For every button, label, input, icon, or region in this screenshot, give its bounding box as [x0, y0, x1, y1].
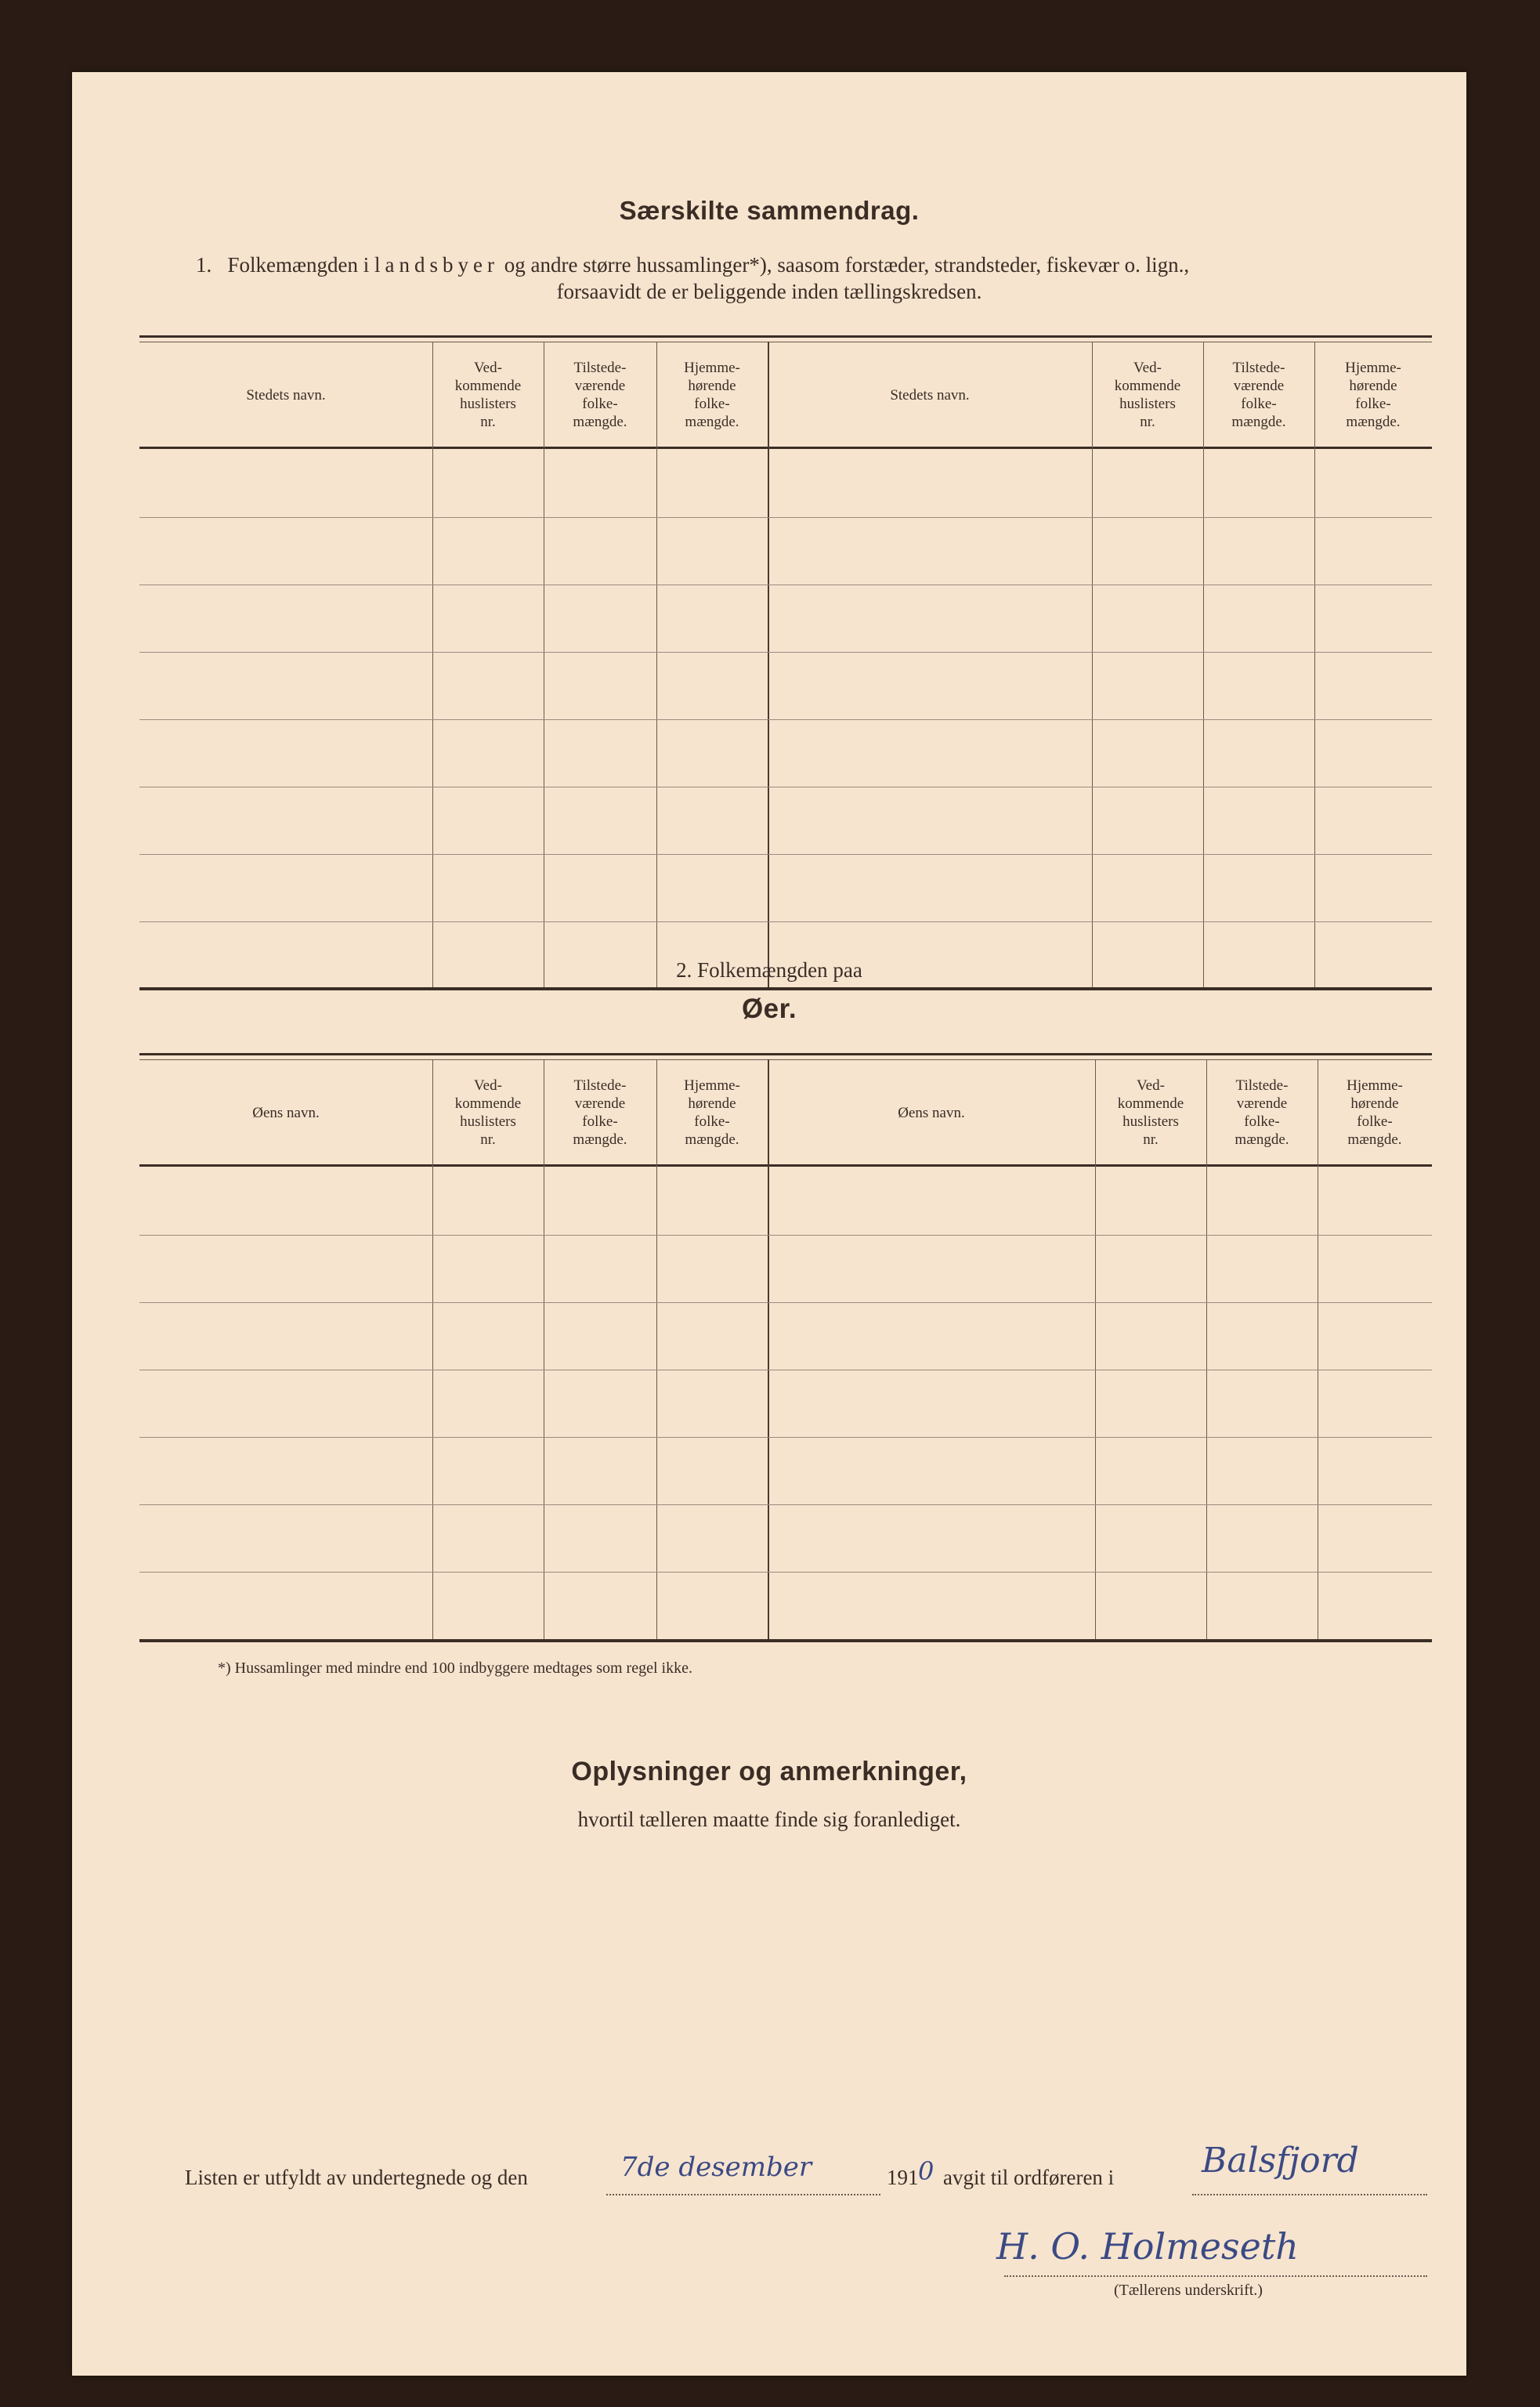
table1-header-rule — [139, 447, 1432, 449]
table2-header-name-right: Øens navn. — [898, 1104, 965, 1121]
table2-header-name-left: Øens navn. — [252, 1104, 320, 1121]
table1-header-huslister-right: Ved- kommende huslisters nr. — [1114, 360, 1181, 430]
table1-top-rule — [139, 335, 1432, 338]
table2-header-tilstede-right: Tilstede- værende folke- mængde. — [1235, 1077, 1289, 1148]
section1-number: 1. — [196, 253, 212, 277]
table1-bottom-rule — [139, 987, 1432, 990]
enumerator-signature: H. O. Holmeseth — [996, 2225, 1299, 2268]
year-handwritten: 0 — [918, 2156, 934, 2186]
table1-header-name-right: Stedets navn. — [890, 386, 970, 404]
signature-text-a: Listen er utfyldt av undertegnede og den — [185, 2166, 528, 2189]
table1-row-line — [139, 652, 1432, 653]
place-dotted-line — [1192, 2194, 1427, 2195]
table1-header-name-left: Stedets navn. — [246, 386, 326, 404]
table2-row-line — [139, 1572, 1432, 1573]
section1-line2: forsaavidt de er beliggende inden tællingskredsen. — [556, 280, 982, 303]
page-title: Særskilte sammendrag. — [619, 196, 920, 225]
remarks-subtitle: hvortil tælleren maatte finde sig foranlediget. — [577, 1808, 961, 1831]
signature-caption: (Tællerens underskrift.) — [1114, 2282, 1263, 2299]
table2-header-rule — [139, 1164, 1432, 1167]
table2-row-line — [139, 1235, 1432, 1236]
table1-row-line — [139, 517, 1432, 518]
date-dotted-line — [606, 2194, 880, 2195]
section1-text-a: Folkemængden i — [227, 253, 370, 277]
signature-dotted-line — [1004, 2275, 1427, 2277]
table1-header-tilstede-left: Tilstede- værende folke- mængde. — [573, 360, 627, 430]
census-form-page — [72, 72, 1466, 2376]
table1-header-huslister-left: Ved- kommende huslisters nr. — [454, 360, 522, 430]
table2-bottom-rule — [139, 1639, 1432, 1642]
section2-subtitle: 2. Folkemængden paa — [676, 958, 862, 982]
date-handwritten: 7de desember — [620, 2152, 812, 2183]
table1-header-hjemme-right: Hjemme- hørende folke- mængde. — [1345, 360, 1401, 430]
table-landsbyer — [139, 335, 1432, 994]
signature-text-b: avgit til ordføreren i — [943, 2166, 1115, 2189]
table1-header-hjemme-left: Hjemme- hørende folke- mængde. — [684, 360, 740, 430]
remarks-title: Oplysninger og anmerkninger, — [571, 1757, 967, 1786]
table2-top-rule — [139, 1053, 1432, 1055]
table2-row-line — [139, 1437, 1432, 1438]
table2-header-huslister-right: Ved- kommende huslisters nr. — [1117, 1077, 1184, 1148]
table1-row-line — [139, 719, 1432, 720]
section2-title: Øer. — [741, 994, 797, 1024]
table2-row-line — [139, 1504, 1432, 1505]
table2-row-line — [139, 1302, 1432, 1303]
table-oer — [139, 1053, 1432, 1645]
table1-row-line — [139, 854, 1432, 855]
year-printed: 191 — [887, 2166, 919, 2189]
table2-header-huslister-left: Ved- kommende huslisters nr. — [454, 1077, 522, 1148]
place-handwritten: Balsfjord — [1202, 2141, 1359, 2181]
table1-header-tilstede-right: Tilstede- værende folke- mængde. — [1231, 360, 1286, 430]
table1-row-line — [139, 921, 1432, 922]
footnote: *) Hussamlinger med mindre end 100 indbyggere medtages som regel ikke. — [218, 1660, 692, 1677]
table2-header-hjemme-right: Hjemme- hørende folke- mængde. — [1347, 1077, 1403, 1148]
table2-top-rule-2 — [139, 1059, 1432, 1060]
table2-header-tilstede-left: Tilstede- værende folke- mængde. — [573, 1077, 627, 1148]
section1-text-spaced: landsbyer — [374, 253, 499, 277]
section1-text-b: og andre større hussamlinger*), saasom forstæder, strandsteder, fiskevær o. lign., — [504, 253, 1190, 277]
table2-header-hjemme-left: Hjemme- hørende folke- mængde. — [684, 1077, 740, 1148]
